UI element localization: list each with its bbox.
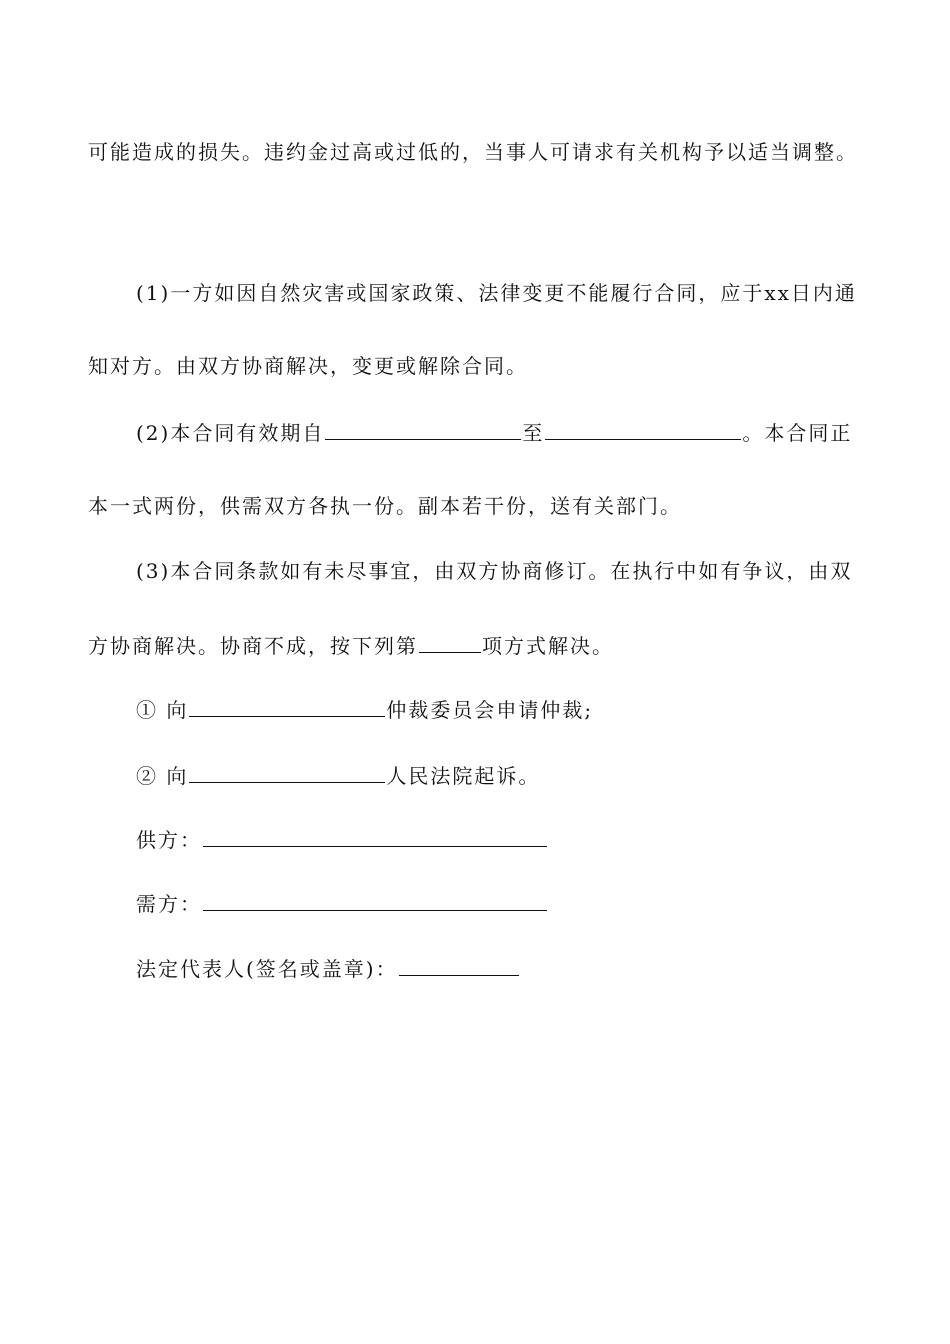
text: (1)一方如因自然灾害或国家政策、法律变更不能履行合同，应于xx日内通 [136, 281, 857, 305]
text: ② 向 [136, 764, 189, 788]
clause-3-line-1 [136, 555, 852, 584]
text: 。本合同正 [742, 421, 853, 445]
clause-2-line-1 [136, 417, 852, 446]
arbitration-committee-blank[interactable] [189, 696, 385, 717]
validity-end-blank[interactable] [545, 419, 741, 440]
supplier-blank[interactable] [203, 826, 547, 847]
legal-rep-label: 法定代表人(签名或盖章)： [136, 957, 398, 981]
text: 至 [522, 421, 545, 445]
text: (2)本合同有效期自 [136, 421, 325, 445]
legal-rep-blank[interactable] [399, 955, 519, 976]
text: 方协商解决。协商不成，按下列第 [88, 634, 418, 658]
paragraph-penalty-adjustment [88, 136, 858, 165]
text: 项方式解决。 [482, 634, 614, 658]
clause-3-line-2 [88, 630, 614, 659]
text: 知对方。由双方协商解决，变更或解除合同。 [88, 354, 528, 378]
clause-2-line-2 [88, 490, 682, 519]
supplier-signature-line [136, 824, 548, 853]
buyer-label: 需方： [136, 892, 202, 916]
clause-1-line-1 [136, 277, 857, 306]
option-court [136, 760, 540, 789]
buyer-signature-line [136, 888, 548, 917]
resolution-option-blank[interactable] [419, 632, 481, 653]
text: 可能造成的损失。违约金过高或过低的，当事人可请求有关机构予以适当调整。 [88, 140, 858, 164]
clause-1-line-2 [88, 350, 528, 379]
validity-start-blank[interactable] [325, 419, 521, 440]
text: ① 向 [136, 698, 189, 722]
text: (3)本合同条款如有未尽事宜，由双方协商修订。在执行中如有争议，由双 [136, 559, 853, 583]
text: 人民法院起诉。 [386, 764, 541, 788]
buyer-blank[interactable] [203, 890, 547, 911]
legal-rep-signature-line [136, 953, 520, 982]
court-blank[interactable] [189, 762, 385, 783]
supplier-label: 供方： [136, 828, 202, 852]
text: 仲裁委员会申请仲裁; [386, 698, 594, 722]
text: 本一式两份，供需双方各执一份。副本若干份，送有关部门。 [88, 494, 682, 518]
option-arbitration [136, 694, 593, 723]
